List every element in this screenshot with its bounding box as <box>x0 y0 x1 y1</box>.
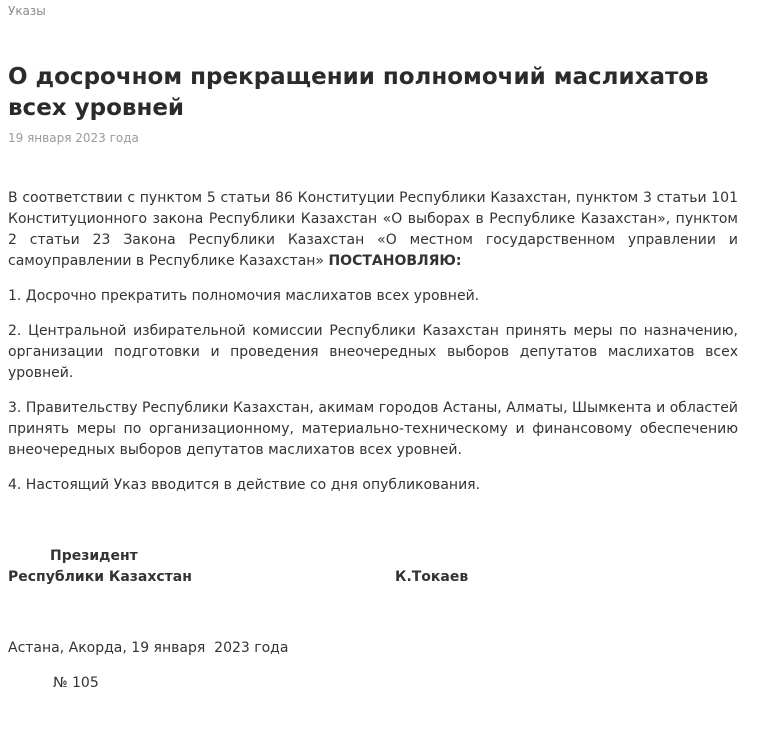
decree-word: ПОСТАНОВЛЯЮ: <box>328 253 462 269</box>
signatory-title-line2: Республики Казахстан <box>8 569 192 585</box>
signing-place-date: Астана, Акорда, 19 января 2023 года <box>8 640 289 656</box>
publication-date: 19 января 2023 года <box>8 131 139 145</box>
preamble-text: В соответствии с пунктом 5 статьи 86 Конституции Республики Казахстан, пунктом 3 статьи 101 Конституционного закона Республики Казахстан «О выборах в Республике Казахстан», пунктом 2 статьи 23 Закона Республики Казахстан «О местном государственном управлении и самоуправлении в Республике Казахстан» <box>8 190 738 269</box>
page-title: О досрочном прекращении полномочий маслихатов всех уровней <box>8 64 709 121</box>
decree-item-2: 2. Центральной избирательной комиссии Республики Казахстан принять меры по назначению, организации подготовки и проведения внеочередных выборов депутатов маслихатов всех уровней. <box>8 323 738 381</box>
signatory-name: К.Токаев <box>395 569 469 585</box>
decree-preamble <box>8 188 738 272</box>
decree-item-3: 3. Правительству Республики Казахстан, акимам городов Астаны, Алматы, Шымкента и областей принять меры по организационному, материально-техническому и финансовому обеспечению внеочередных выборов депутатов маслихатов всех уровней. <box>8 400 738 458</box>
breadcrumb-decrees-link[interactable]: Указы <box>8 4 46 18</box>
decree-number: № 105 <box>53 675 99 691</box>
decree-body <box>8 188 738 496</box>
signatory-title-line1: Президент <box>50 548 138 564</box>
decree-item-4: 4. Настоящий Указ вводится в действие со дня опубликования. <box>8 477 481 493</box>
decree-item-1: 1. Досрочно прекратить полномочия маслихатов всех уровней. <box>8 288 480 304</box>
